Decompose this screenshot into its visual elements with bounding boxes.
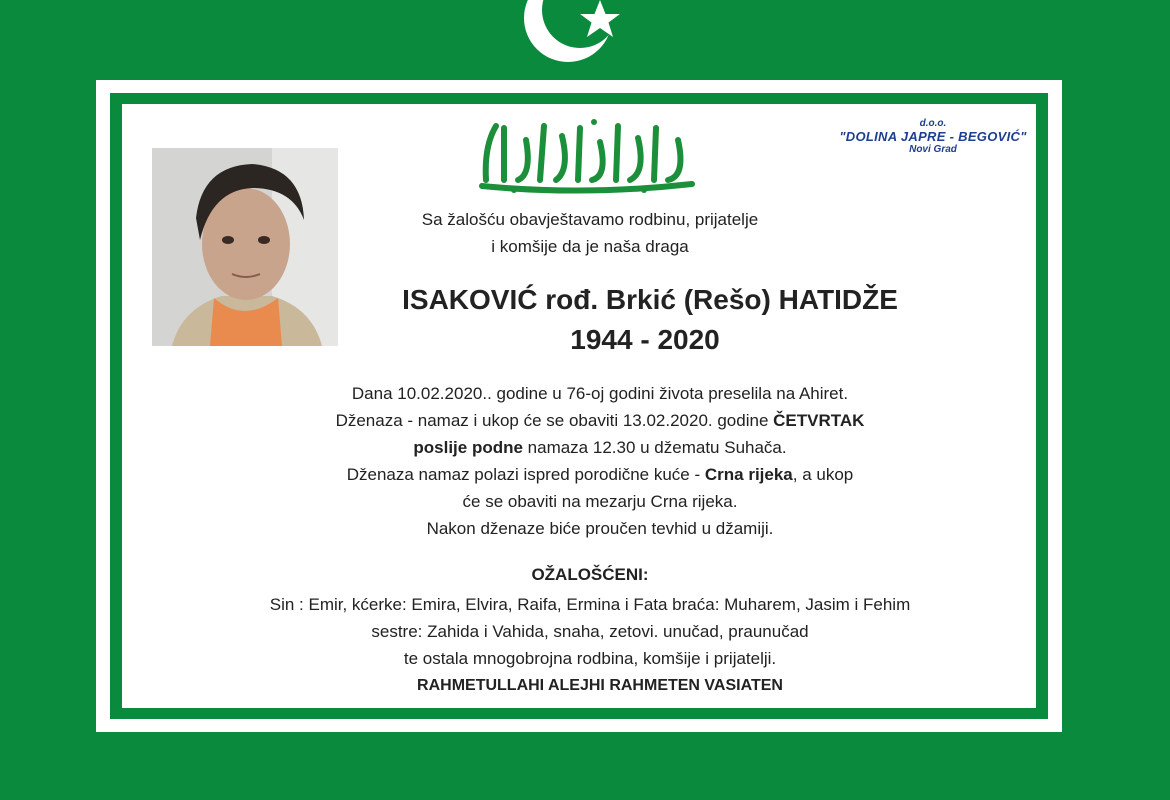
mourners-list	[150, 591, 1030, 672]
detail-text: , a ukop	[792, 465, 854, 484]
mourners-line: Sin : Emir, kćerke: Emira, Elvira, Raifa, Ermina i Fata braća: Muharem, Jasim i Fehim	[269, 595, 911, 614]
mourners-line: te ostala mnogobrojna rodbina, komšije i prijatelji.	[403, 649, 777, 668]
company-form: d.o.o.	[919, 118, 947, 129]
detail-text: Dženaza namaz polazi ispred porodične kuće -	[346, 465, 705, 484]
closing-prayer: RAHMETULLAHI ALEJHI RAHMETEN VASIATEN	[417, 677, 783, 694]
crescent-and-star-icon	[522, 0, 632, 72]
life-years: 1944 - 2020	[570, 324, 720, 355]
funeral-details	[180, 380, 1020, 542]
detail-line: će se obaviti na mezarju Crna rijeka.	[462, 492, 738, 511]
portrait-photo	[152, 148, 338, 346]
intro-line: i komšije da je naša draga	[491, 237, 689, 256]
detail-line: Nakon dženaze biće proučen tevhid u džamiji.	[426, 519, 774, 538]
detail-line	[180, 434, 1020, 461]
arabic-calligraphy-icon	[474, 116, 700, 194]
weekday: ČETVRTAK	[773, 411, 865, 430]
detail-text: Dženaza - namaz i ukop će se obaviti 13.02.2020. godine	[335, 411, 774, 430]
mourners-title: OŽALOŠĆENI:	[531, 565, 649, 584]
detail-line	[180, 461, 1020, 488]
company-place: Novi Grad	[909, 144, 957, 155]
detail-line	[180, 407, 1020, 434]
prayer-time: poslije podne	[413, 438, 523, 457]
detail-text: namaza 12.30 u džematu Suhača.	[522, 438, 787, 457]
deceased-name: ISAKOVIĆ rođ. Brkić (Rešo) HATIDŽE	[402, 284, 898, 315]
company-name: "DOLINA JAPRE - BEGOVIĆ"	[839, 129, 1027, 144]
detail-line: Dana 10.02.2020.. godine u 76-oj godini života preselila na Ahiret.	[351, 384, 849, 403]
intro-text	[340, 206, 840, 260]
location: Crna rijeka	[704, 465, 793, 484]
intro-line: Sa žalošću obavještavamo rodbinu, prijatelje	[421, 210, 759, 229]
mourners-line: sestre: Zahida i Vahida, snaha, zetovi. unučad, praunučad	[371, 622, 809, 641]
funeral-company-logo	[838, 118, 1028, 155]
